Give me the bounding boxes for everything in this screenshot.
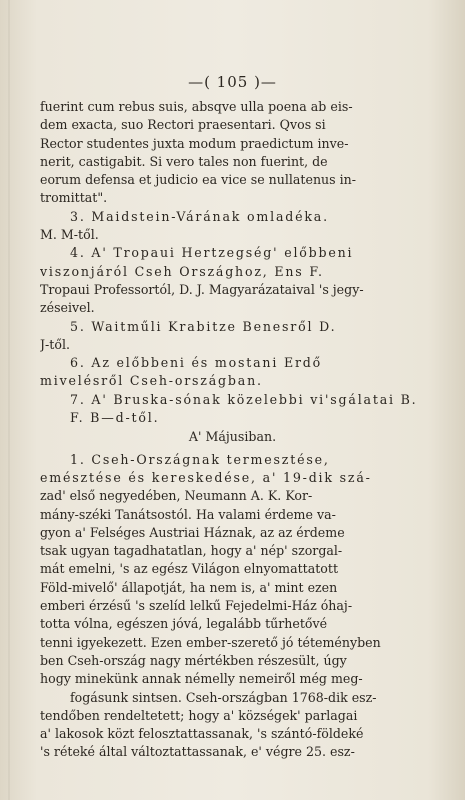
text-line: totta vólna, egészen jóvá, legalább tűrhetővé (40, 616, 328, 632)
text-line: gyon a' Felséges Austriai Háznak, az az érdeme (40, 524, 345, 540)
text-line: tsak ugyan tagadhatatlan, hogy a' nép' szorgal- (40, 543, 343, 559)
text-line: 4. A' Tropaui Hertzegség' előbbeni (70, 245, 354, 261)
text-line: J-től. (40, 336, 70, 352)
text-line: Tropaui Professortól, D. J. Magyarázataival 's jegy- (40, 281, 364, 297)
text-line: M. M-től. (40, 227, 99, 243)
text-line: viszonjáról Cseh Országhoz, Ens F. (40, 263, 324, 279)
text-line: zad' első negyedében, Neumann A. K. Kor- (40, 488, 313, 504)
text-line: 6. Az előbbeni és mostani Erdő (70, 355, 323, 371)
text-line: mány-széki Tanátsostól. Ha valami érdeme va- (40, 506, 336, 522)
text-line: fuerint cum rebus suis, absqve ulla poena ab eis- (40, 99, 353, 114)
text-line: tenni igyekezett. Ezen ember-szerető jó téteményben (40, 634, 381, 650)
text-line: mivelésről Cseh-országban. (40, 373, 263, 389)
text-line: Rector studentes juxta modum praedictum inve- (40, 135, 349, 151)
text-line: eorum defensa et judicio ea vice se nullatenus in- (40, 172, 357, 188)
text-line: emésztése és kereskedése, a' 19-dik szá- (40, 469, 372, 485)
text-line: hogy minekünk annak némelly nemeiről még meg- (40, 671, 363, 687)
text-line: 5. Waitműli Krabitze Benesről D. (70, 318, 337, 334)
text-line: mát emelni, 's az egész Világon elnyomattatott (40, 561, 339, 577)
page-edge-shadow (8, 0, 10, 800)
text-line: tromittat". (40, 190, 108, 206)
text-line: 7. A' Bruska-sónak közelebbi vi'sgálatai B. F. B—d-től. (70, 391, 418, 426)
text-line: fogásunk sintsen. Cseh-országban 1768-dik esz- (70, 689, 377, 705)
text-line: Föld-mivelő' állapotját, ha nem is, a' mint ezen (40, 579, 338, 595)
text-line: a' lakosok közt felosztattassanak, 's szántó-földeké (40, 726, 364, 742)
text-line: 3. Maidstein-Várának omladéka. (70, 208, 329, 224)
body-text (40, 98, 425, 762)
text-line: emberi érzésű 's szelíd lelkű Fejedelmi-Ház óhaj- (40, 598, 353, 614)
text-line: dem exacta, suo Rectori praesentari. Qvos si (40, 117, 326, 133)
text-line: nerit, castigabit. Si vero tales non fuerint, de (40, 153, 328, 169)
page-number: —( 105 )— (188, 73, 277, 91)
text-line: tendőben rendeltetett; hogy a' községek' parlagai (40, 707, 358, 723)
text-line: 's réteké által változtattassanak, e' végre 25. esz- (40, 744, 355, 760)
text-line: ben Cseh-ország nagy mértékben részesült, úgy (40, 652, 347, 668)
text-line: 1. Cseh-Országnak termesztése, (70, 451, 330, 467)
text-line: zéseivel. (40, 300, 95, 316)
text-line: A' Májusiban. (188, 429, 277, 445)
